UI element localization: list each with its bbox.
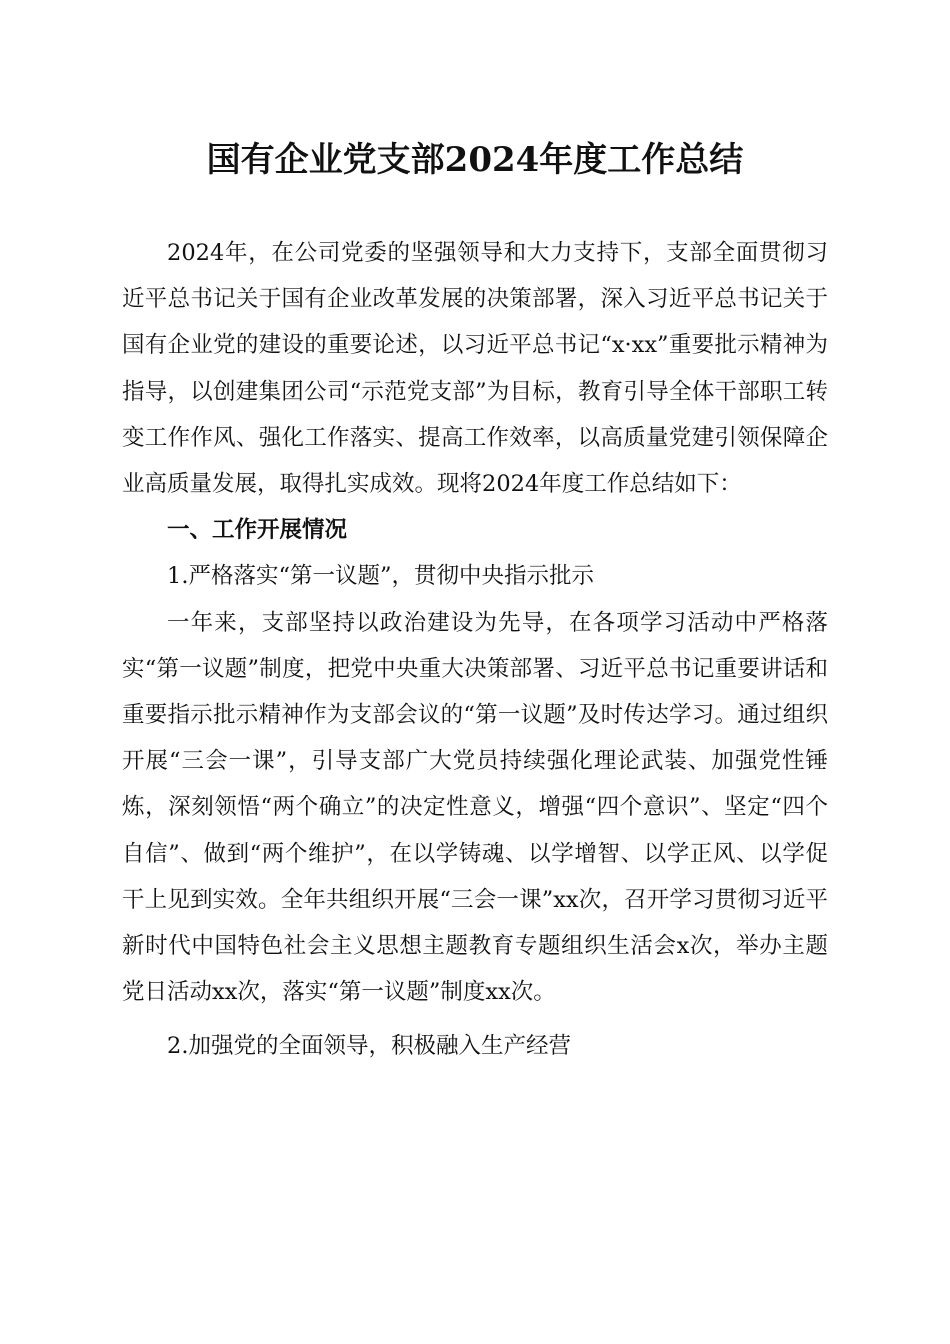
document-title: 国有企业党支部2024年度工作总结 bbox=[206, 140, 744, 180]
intro-paragraph: 2024年，在公司党委的坚强领导和大力支持下，支部全面贯彻习近平总书记关于国有企业改革发展的决策部署，深入习近平总书记关于国有企业党的建设的重要论述，以习近平总书记“x·xx”重要批示精神为指导，以创建集团公司“示范党支部”为目标，教育引导全体干部职工转变工作作风、强化工作落实、提高工作效率，以高质量党建引领保障企业高质量发展，取得扎实成效。现将2024年度工作总结如下： bbox=[122, 240, 828, 498]
document-body bbox=[122, 230, 828, 1070]
subsection-heading-2: 2.加强党的全面领导，积极融入生产经营 bbox=[167, 1033, 571, 1060]
subsection-heading-1: 1.严格落实“第一议题”，贯彻中央指示批示 bbox=[167, 563, 594, 590]
subsection-1-paragraph: 一年来，支部坚持以政治建设为先导，在各项学习活动中严格落实“第一议题”制度，把党中央重大决策部署、习近平总书记重要讲话和重要指示批示精神作为支部会议的“第一议题”及时传达学习。通过组织开展“三会一课”，引导支部广大党员持续强化理论武装、加强党性锤炼，深刻领悟“两个确立”的决定性意义，增强“四个意识”、坚定“四个自信”、做到“两个维护”，在以学铸魂、以学增智、以学正风、以学促干上见到实效。全年共组织开展“三会一课”xx次，召开学习贯彻习近平新时代中国特色社会主义思想主题教育专题组织生活会x次，举办主题党日活动xx次，落实“第一议题”制度xx次。 bbox=[122, 609, 828, 1006]
section-heading-work-status: 一、工作开展情况 bbox=[167, 517, 348, 544]
